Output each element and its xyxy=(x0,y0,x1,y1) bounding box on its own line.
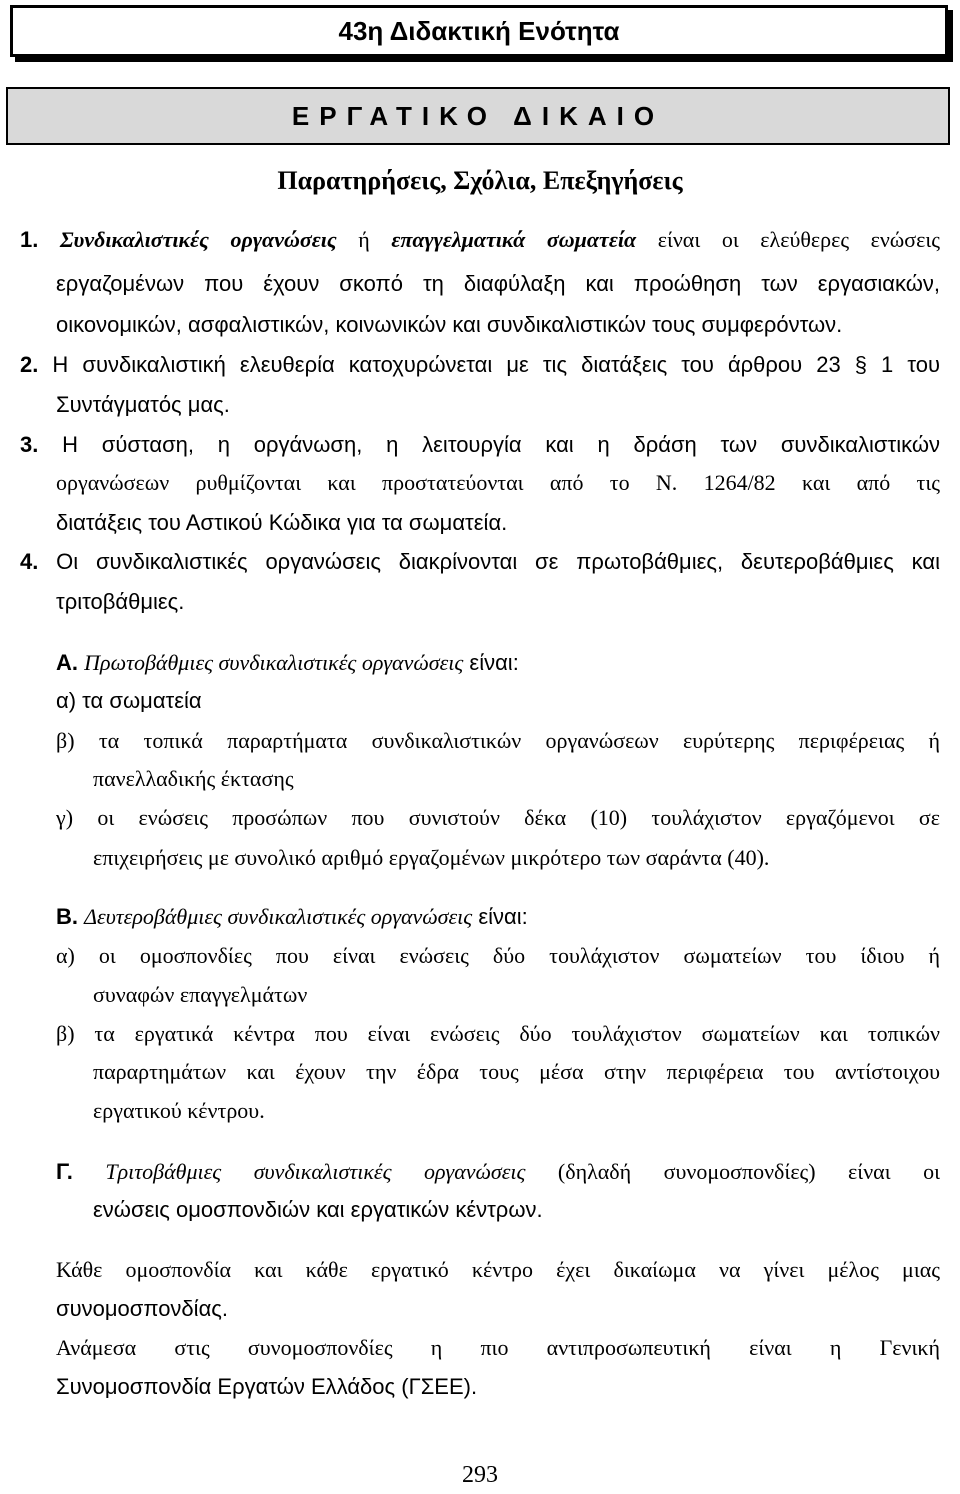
section-a-heading xyxy=(56,643,940,683)
paragraph-number: 3. xyxy=(20,432,39,457)
paragraph-2-line-1 xyxy=(20,345,940,385)
paragraph-3-line-1 xyxy=(20,425,940,465)
list-marker: α) xyxy=(56,943,75,968)
section-heading: Δευτεροβάθμιες συνδικαλιστικές οργανώσεις xyxy=(84,904,473,929)
paragraph-1-line-3: οικονομικών, ασφαλιστικών, κοινωνικών και συνδικαλιστικών τους συμφερόντων. xyxy=(56,312,843,337)
list-item-text: τα σωματεία xyxy=(82,688,202,713)
closing-paragraph-2-line-1: Ανάμεσα στις συνομοσπονδίες η πιο αντιπροσωπευτική είναι η Γενική xyxy=(56,1335,940,1360)
text-fragment: είναι: xyxy=(463,650,519,675)
paragraph-number: 4. xyxy=(20,549,39,574)
closing-paragraph-1-line-2: συνομοσπονδίας. xyxy=(56,1296,229,1321)
paragraph-4-line-1 xyxy=(20,542,940,582)
emphasized-term: Συνδικαλιστικές οργανώσεις xyxy=(59,227,337,252)
section-label: Γ. xyxy=(56,1159,73,1184)
document-title: ΕΡΓΑΤΙΚΟ ΔΙΚΑΙΟ xyxy=(291,101,665,131)
section-a-item-1 xyxy=(56,681,940,721)
list-marker: γ) xyxy=(56,805,74,830)
paragraph-number: 1. xyxy=(20,227,39,252)
document-title-box xyxy=(6,87,950,145)
text-fragment: Οι συνδικαλιστικές οργανώσεις διακρίνονται σε πρωτοβάθμιες, δευτεροβάθμιες και xyxy=(56,549,940,574)
paragraph-1-line-1 xyxy=(20,220,940,260)
list-item-text: οι ομοσπονδίες που είναι ενώσεις δύο τουλάχιστον σωματείων του ίδιου ή xyxy=(98,943,941,968)
section-label: Α. xyxy=(56,650,78,675)
list-item-text: οι ενώσεις προσώπων που συνιστούν δέκα (10) τουλάχιστον εργαζόμενοι σε xyxy=(97,805,940,830)
text-fragment: Η συνδικαλιστική ελευθερία κατοχυρώνεται με τις διατάξεις του άρθρου 23 § 1 του xyxy=(52,352,940,377)
section-a-item-2 xyxy=(56,721,940,761)
emphasized-term: επαγγελματικά σωματεία xyxy=(391,227,637,252)
section-a-item-3 xyxy=(56,798,940,838)
section-label: Β. xyxy=(56,904,78,929)
section-c-cont: ενώσεις ομοσπονδιών και εργατικών κέντρων. xyxy=(93,1197,543,1222)
text-fragment: ή xyxy=(336,227,392,252)
paragraph-number: 2. xyxy=(20,352,39,377)
paragraph-1-line-2: εργαζομένων που έχουν σκοπό τη διαφύλαξη και προώθηση των εργασιακών, xyxy=(56,271,940,296)
section-b-item-2 xyxy=(56,1014,940,1054)
list-item-text: τα τοπικά παραρτήματα συνδικαλιστικών οργανώσεων ευρύτερης περιφέρειας ή xyxy=(98,728,940,753)
section-b-item-1 xyxy=(56,936,940,976)
section-heading: Τριτοβάθμιες συνδικαλιστικές οργανώσεις xyxy=(105,1159,526,1184)
closing-paragraph-2-line-2: Συνομοσπονδία Εργατών Ελλάδος (ΓΣΕΕ). xyxy=(56,1374,478,1399)
section-subtitle: Παρατηρήσεις, Σχόλια, Επεξηγήσεις xyxy=(277,166,683,195)
paragraph-3-line-2: οργανώσεων ρυθμίζονται και προστατεύονται από το Ν. 1264/82 και από τις xyxy=(56,470,940,495)
page-number: 293 xyxy=(462,1462,498,1488)
lesson-header xyxy=(10,5,948,57)
paragraph-4-line-2: τριτοβάθμιες. xyxy=(56,589,185,614)
list-marker: β) xyxy=(56,1021,75,1046)
section-b-heading xyxy=(56,897,940,937)
text-fragment: είναι οι ελεύθερες ενώσεις xyxy=(636,227,941,252)
paragraph-2-line-2: Συντάγματός μας. xyxy=(56,392,230,417)
section-c-heading xyxy=(56,1152,940,1192)
section-b-item-2-cont-2: εργατικού κέντρου. xyxy=(93,1098,265,1123)
lesson-title: 43η Διδακτική Ενότητα xyxy=(338,16,620,46)
section-a-item-3-cont: επιχειρήσεις με συνολικό αριθμό εργαζομένων μικρότερο των σαράντα (40). xyxy=(93,845,770,870)
section-b-item-2-cont-1: παραρτημάτων και έχουν την έδρα τους μέσα στην περιφέρεια του αντίστοιχου xyxy=(93,1059,940,1084)
list-marker: β) xyxy=(56,728,75,753)
text-fragment: Η σύσταση, η οργάνωση, η λειτουργία και η δράση των συνδικαλιστικών xyxy=(62,432,940,457)
list-item-text: τα εργατικά κέντρα που είναι ενώσεις δύο τουλάχιστον σωματείων και τοπικών xyxy=(94,1021,941,1046)
text-fragment: (δηλαδή συνομοσπονδίες) είναι οι xyxy=(525,1159,940,1184)
list-marker: α) xyxy=(56,688,77,713)
text-fragment: είναι: xyxy=(472,904,528,929)
closing-paragraph-1-line-1: Κάθε ομοσπονδία και κάθε εργατικό κέντρο έχει δικαίωμα να γίνει μέλος μιας xyxy=(56,1257,940,1282)
paragraph-3-line-3: διατάξεις του Αστικού Κώδικα για τα σωματεία. xyxy=(56,510,508,535)
section-b-item-1-cont: συναφών επαγγελμάτων xyxy=(93,982,308,1007)
section-heading: Πρωτοβάθμιες συνδικαλιστικές οργανώσεις xyxy=(84,650,464,675)
section-a-item-2-cont: πανελλαδικής έκτασης xyxy=(93,766,294,791)
